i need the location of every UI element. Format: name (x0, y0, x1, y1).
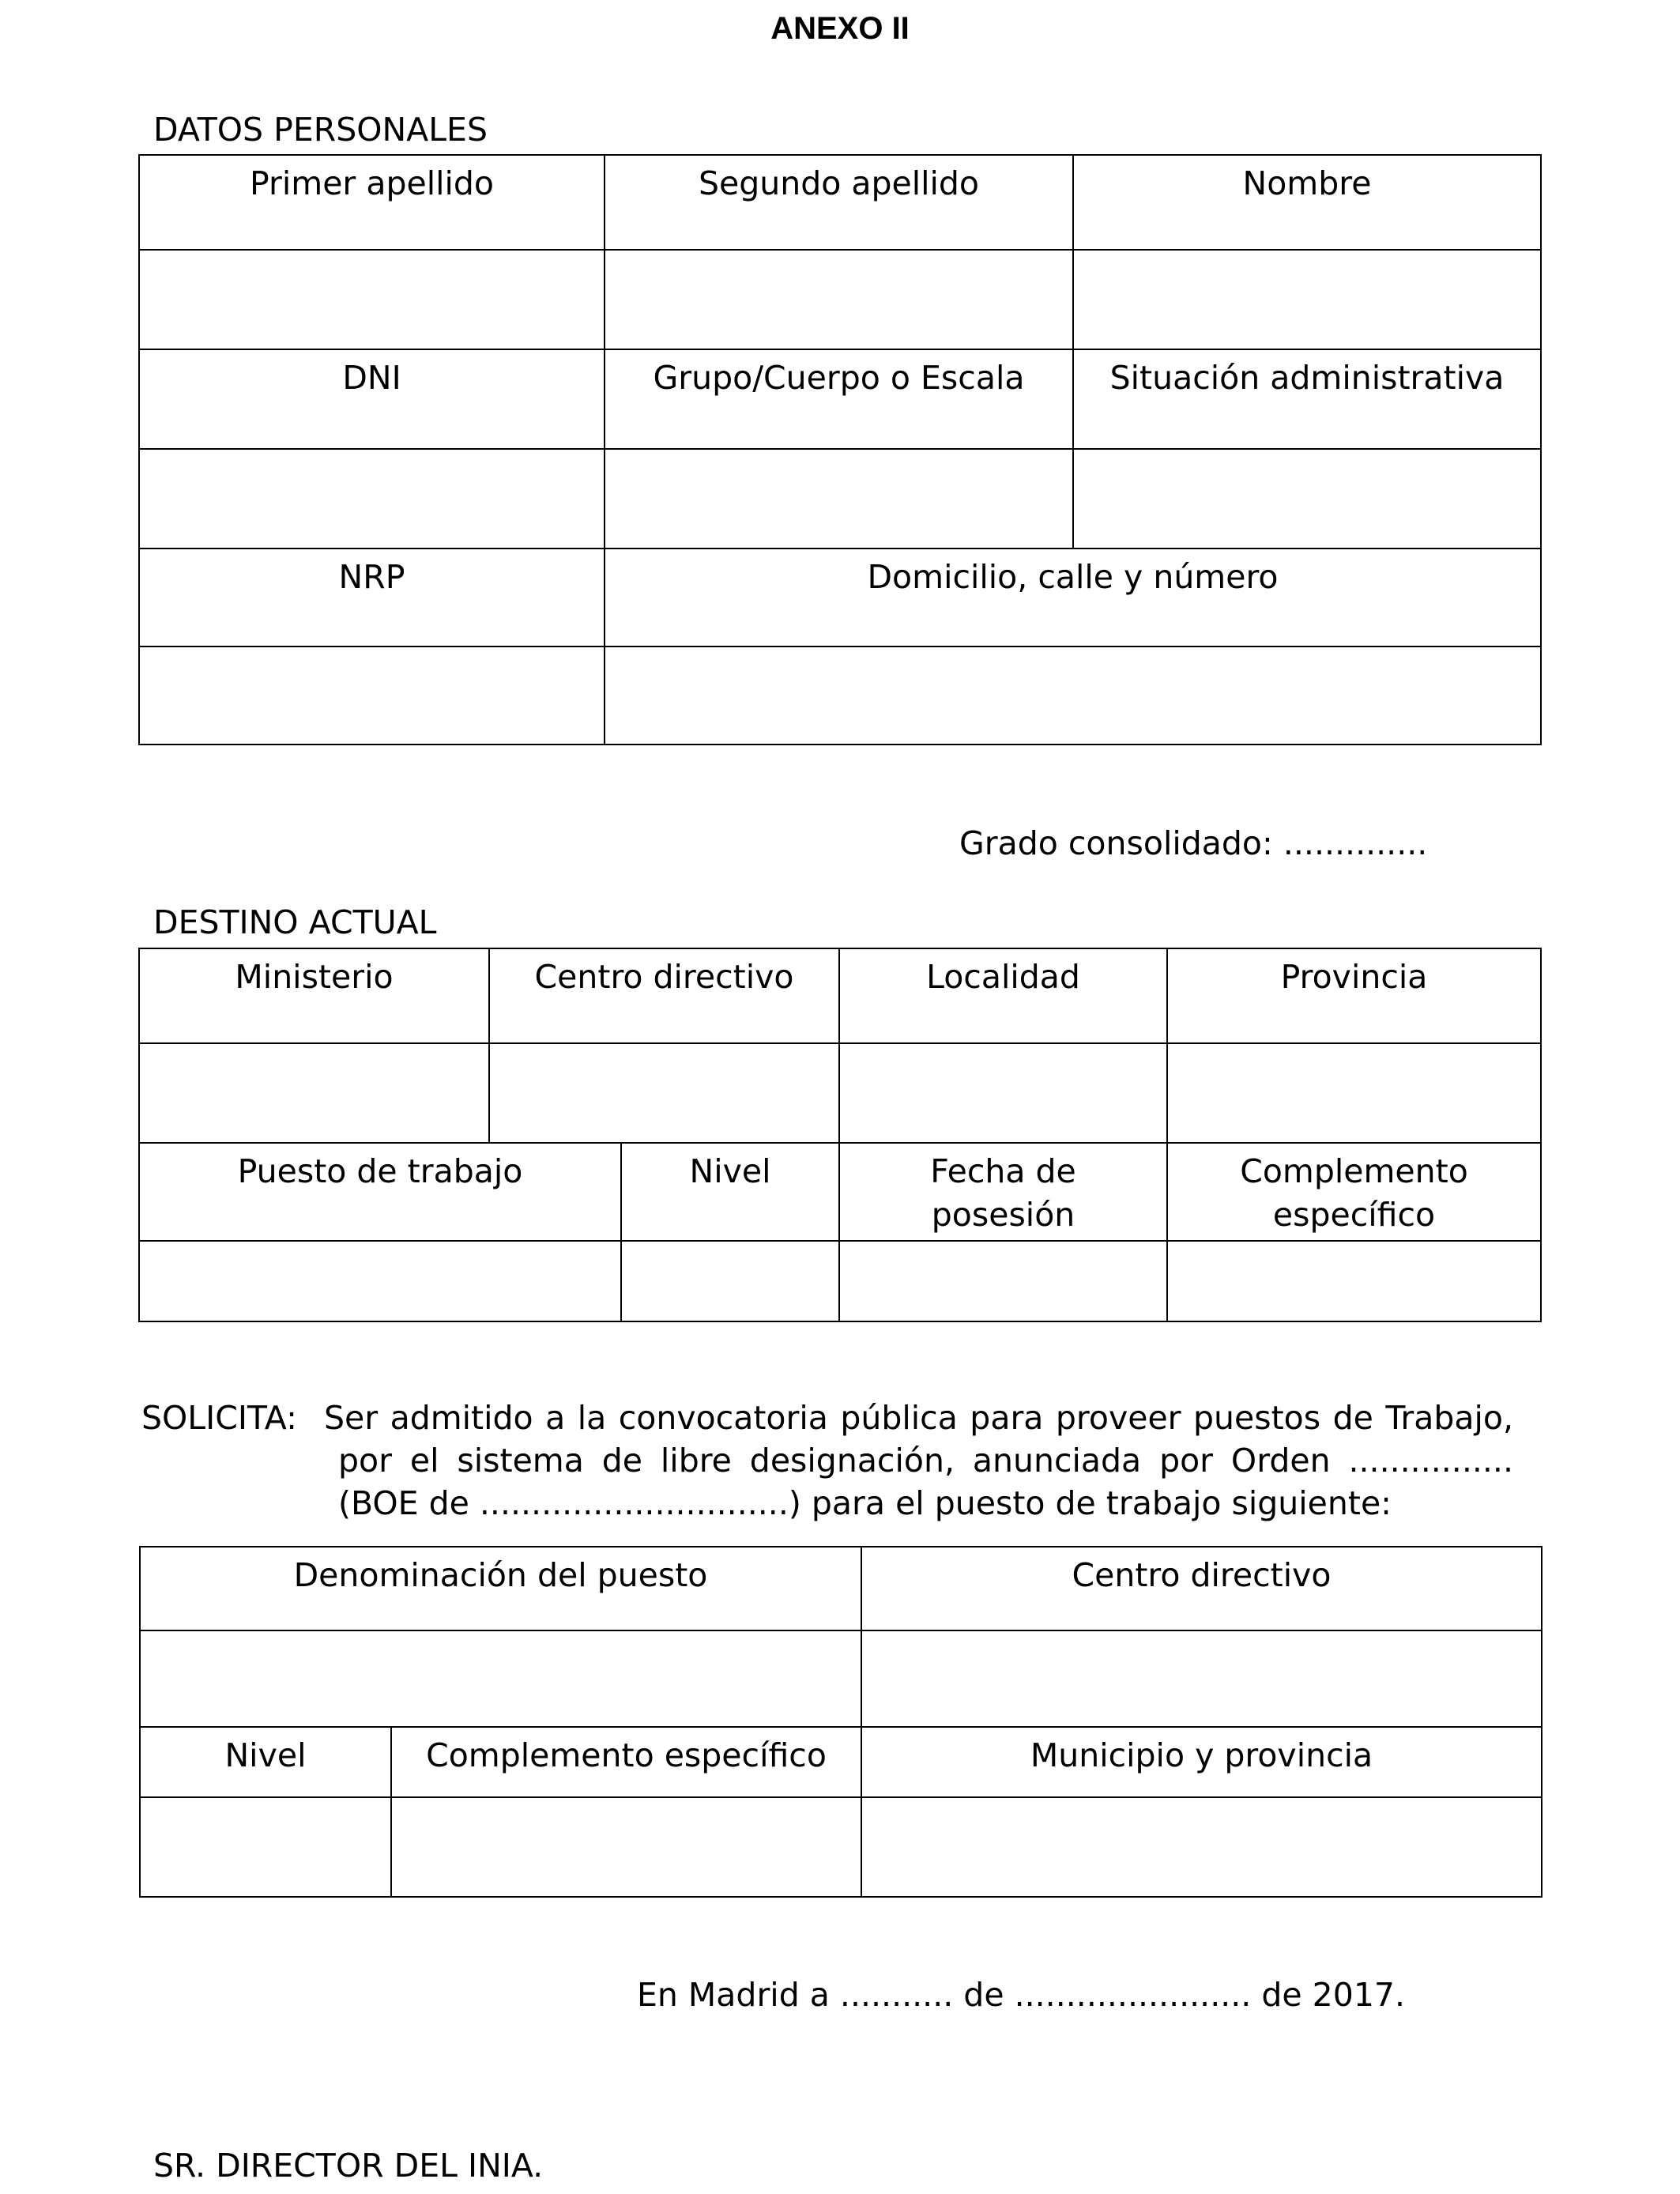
label-nivel: Nivel (621, 1143, 839, 1241)
field-grupo-cuerpo-escala[interactable] (605, 449, 1073, 548)
label-grupo-cuerpo-escala: Grupo/Cuerpo o Escala (605, 349, 1073, 449)
destino-actual-table (138, 948, 1542, 1322)
field-localidad[interactable] (839, 1043, 1167, 1143)
field-provincia[interactable] (1167, 1043, 1541, 1143)
document-title: ANEXO II (770, 11, 910, 46)
field-nivel[interactable] (621, 1241, 839, 1321)
label-localidad: Localidad (839, 948, 1167, 1043)
table-row (139, 349, 1541, 449)
label-dni: DNI (139, 349, 605, 449)
field-complemento-especifico[interactable] (1167, 1241, 1541, 1321)
label-complemento-especifico-text: Complemento específico (1240, 1152, 1468, 1234)
table-row (139, 647, 1541, 745)
label-primer-apellido: Primer apellido (139, 155, 605, 250)
label-denominacion-del-puesto: Denominación del puesto (140, 1547, 861, 1630)
label-complemento-especifico (1167, 1143, 1541, 1241)
field-dni[interactable] (139, 449, 605, 548)
table-row (140, 1630, 1542, 1727)
table-row (140, 1547, 1542, 1630)
destinatario: SR. DIRECTOR DEL INIA. (153, 2147, 544, 2185)
table-row (139, 1043, 1541, 1143)
puesto-solicitado-table (139, 1546, 1543, 1898)
label-domicilio: Domicilio, calle y número (605, 548, 1541, 647)
table-row (139, 548, 1541, 647)
label-complemento-especifico-solicitado: Complemento específico (391, 1727, 861, 1797)
field-nombre[interactable] (1073, 250, 1541, 349)
field-primer-apellido[interactable] (139, 250, 605, 349)
label-ministerio: Ministerio (139, 948, 489, 1043)
label-centro-directivo: Centro directivo (489, 948, 839, 1043)
label-nivel-solicitado: Nivel (140, 1727, 391, 1797)
field-puesto-de-trabajo[interactable] (139, 1241, 621, 1321)
field-nrp[interactable] (139, 647, 605, 745)
field-complemento-especifico-solicitado[interactable] (391, 1797, 861, 1897)
label-provincia: Provincia (1167, 948, 1541, 1043)
table-row (139, 1143, 1541, 1241)
solicita-line-3: (BOE de ..............................) para el puesto de trabajo siguiente: (338, 1484, 1392, 1522)
solicita-line-1: Ser admitido a la convocatoria pública para proveer puestos de Trabajo, (324, 1399, 1513, 1437)
field-denominacion-del-puesto[interactable] (140, 1630, 861, 1727)
field-centro-directivo-solicitado[interactable] (861, 1630, 1542, 1727)
label-nrp: NRP (139, 548, 605, 647)
field-nivel-solicitado[interactable] (140, 1797, 391, 1897)
label-fecha-de-posesion-text: Fecha de posesión (930, 1152, 1076, 1234)
field-ministerio[interactable] (139, 1043, 489, 1143)
field-centro-directivo[interactable] (489, 1043, 839, 1143)
table-row (139, 250, 1541, 349)
table-row (139, 155, 1541, 250)
label-segundo-apellido: Segundo apellido (605, 155, 1073, 250)
table-row (139, 1241, 1541, 1321)
section-heading-destino-actual: DESTINO ACTUAL (153, 903, 437, 941)
solicita-line-2: por el sistema de libre designación, anunciada por Orden ................ (338, 1442, 1513, 1480)
grado-consolidado: Grado consolidado: .............. (959, 824, 1428, 862)
label-nombre: Nombre (1073, 155, 1541, 250)
section-heading-datos-personales: DATOS PERSONALES (153, 111, 488, 149)
field-segundo-apellido[interactable] (605, 250, 1073, 349)
field-municipio-y-provincia[interactable] (861, 1797, 1542, 1897)
label-puesto-de-trabajo: Puesto de trabajo (139, 1143, 621, 1241)
label-municipio-y-provincia: Municipio y provincia (861, 1727, 1542, 1797)
table-row (139, 449, 1541, 548)
field-fecha-de-posesion[interactable] (839, 1241, 1167, 1321)
datos-personales-table (138, 154, 1542, 745)
label-fecha-de-posesion (839, 1143, 1167, 1241)
solicita-keyword: SOLICITA: (141, 1399, 297, 1437)
lugar-y-fecha: En Madrid a ........... de ....................... de 2017. (637, 1976, 1406, 2014)
field-domicilio[interactable] (605, 647, 1541, 745)
table-row (139, 948, 1541, 1043)
label-centro-directivo-solicitado: Centro directivo (861, 1547, 1542, 1630)
table-row (140, 1727, 1542, 1797)
label-situacion-administrativa: Situación administrativa (1073, 349, 1541, 449)
field-situacion-administrativa[interactable] (1073, 449, 1541, 548)
table-row (140, 1797, 1542, 1897)
